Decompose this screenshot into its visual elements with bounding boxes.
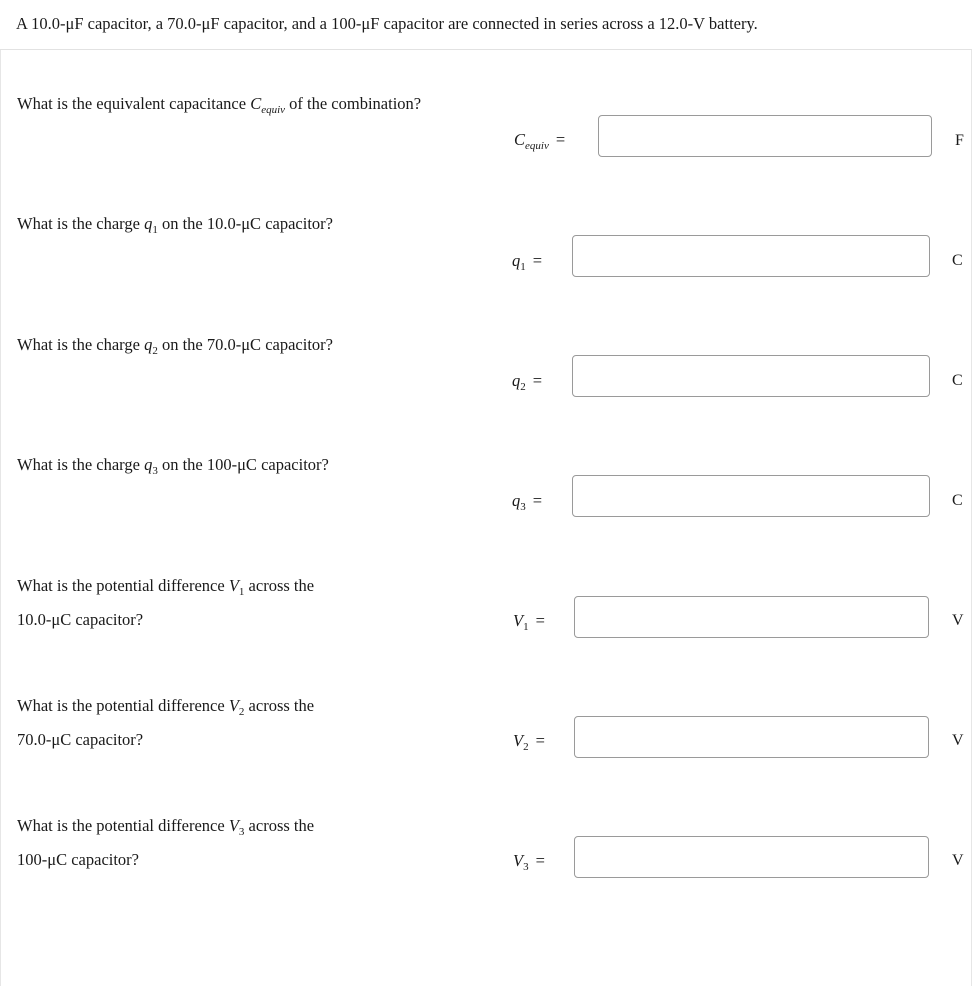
question-text-pre: What is the charge: [17, 214, 145, 233]
answer-label-q1: $q_1$ =: [512, 251, 543, 273]
question-text-pre: What is the potential difference: [17, 696, 229, 715]
v1-input[interactable]: [574, 596, 929, 638]
c-equiv-input[interactable]: [598, 115, 932, 157]
v3-input[interactable]: [574, 836, 929, 878]
question-symbol: V: [228, 576, 239, 595]
question-symbol: q: [144, 214, 153, 233]
problem-statement-panel: [0, 0, 972, 50]
unit-label-coulomb: C: [952, 252, 963, 269]
question-symbol-subscript: 2: [152, 345, 158, 357]
question-symbol-subscript: 2: [238, 706, 245, 718]
question-text-post: across the: [244, 576, 315, 595]
question-symbol-subscript: 1: [152, 224, 158, 236]
question-potential-v3: [17, 812, 314, 874]
q3-input[interactable]: [572, 475, 930, 517]
unit-label-volt: V: [952, 612, 964, 629]
question-symbol-subscript: 3: [238, 826, 245, 838]
question-text-pre: What is the equivalent capacitance: [17, 94, 251, 113]
question-symbol: q: [144, 455, 153, 474]
question-potential-v2: [17, 692, 314, 754]
question-symbol: q: [144, 335, 153, 354]
question-text-post: across the: [244, 696, 315, 715]
question-text-pre: What is the potential difference: [17, 816, 229, 835]
question-text-pre: What is the potential difference: [17, 576, 229, 595]
answer-label-v3: $V_3$ =: [513, 851, 545, 873]
unit-label-volt: V: [952, 732, 964, 749]
question-symbol: V: [228, 816, 239, 835]
unit-label-coulomb: C: [952, 492, 963, 509]
question-text-post: on the 100-μC capacitor?: [157, 455, 329, 474]
question-symbol-subscript: equiv: [261, 104, 286, 116]
question-text-post: on the 10.0-μC capacitor?: [157, 214, 333, 233]
question-symbol-subscript: 1: [238, 586, 245, 598]
question-text-pre: What is the charge: [17, 455, 145, 474]
q1-input[interactable]: [572, 235, 930, 277]
question-symbol: C: [250, 94, 262, 113]
q2-input[interactable]: [572, 355, 930, 397]
question-text-post: across the: [244, 816, 315, 835]
unit-label-volt: V: [952, 852, 964, 869]
answer-label-v2: $V_2$ =: [513, 731, 545, 753]
question-text-post: on the 70.0-μC capacitor?: [157, 335, 333, 354]
problem-statement: A 10.0-μF capacitor, a 70.0-μF capacitor, and a 100-μF capacitor are connected in series across a 12.0-V battery.: [16, 14, 758, 33]
answer-label-q3: $q_3$ =: [512, 491, 543, 513]
question-charge-q3: [17, 451, 329, 485]
question-charge-q1: [17, 210, 333, 244]
question-text-line2: 70.0-μC capacitor?: [17, 730, 144, 749]
question-text-line2: 10.0-μC capacitor?: [17, 610, 144, 629]
unit-label-farad: F: [955, 132, 964, 149]
unit-label-coulomb: C: [952, 372, 963, 389]
question-symbol-subscript: 3: [152, 465, 158, 477]
question-symbol: V: [228, 696, 239, 715]
answer-label-c-equiv: $C_{equiv}$ =: [514, 130, 566, 152]
answer-label-v1: $V_1$ =: [513, 611, 545, 633]
questions-panel: [0, 50, 972, 986]
question-text-pre: What is the charge: [17, 335, 145, 354]
question-potential-v1: [17, 572, 314, 634]
v2-input[interactable]: [574, 716, 929, 758]
question-equivalent-capacitance: [17, 90, 421, 124]
question-charge-q2: [17, 331, 333, 365]
answer-label-q2: $q_2$ =: [512, 371, 543, 393]
question-text-post: of the combination?: [285, 94, 422, 113]
question-text-line2: 100-μC capacitor?: [17, 850, 140, 869]
